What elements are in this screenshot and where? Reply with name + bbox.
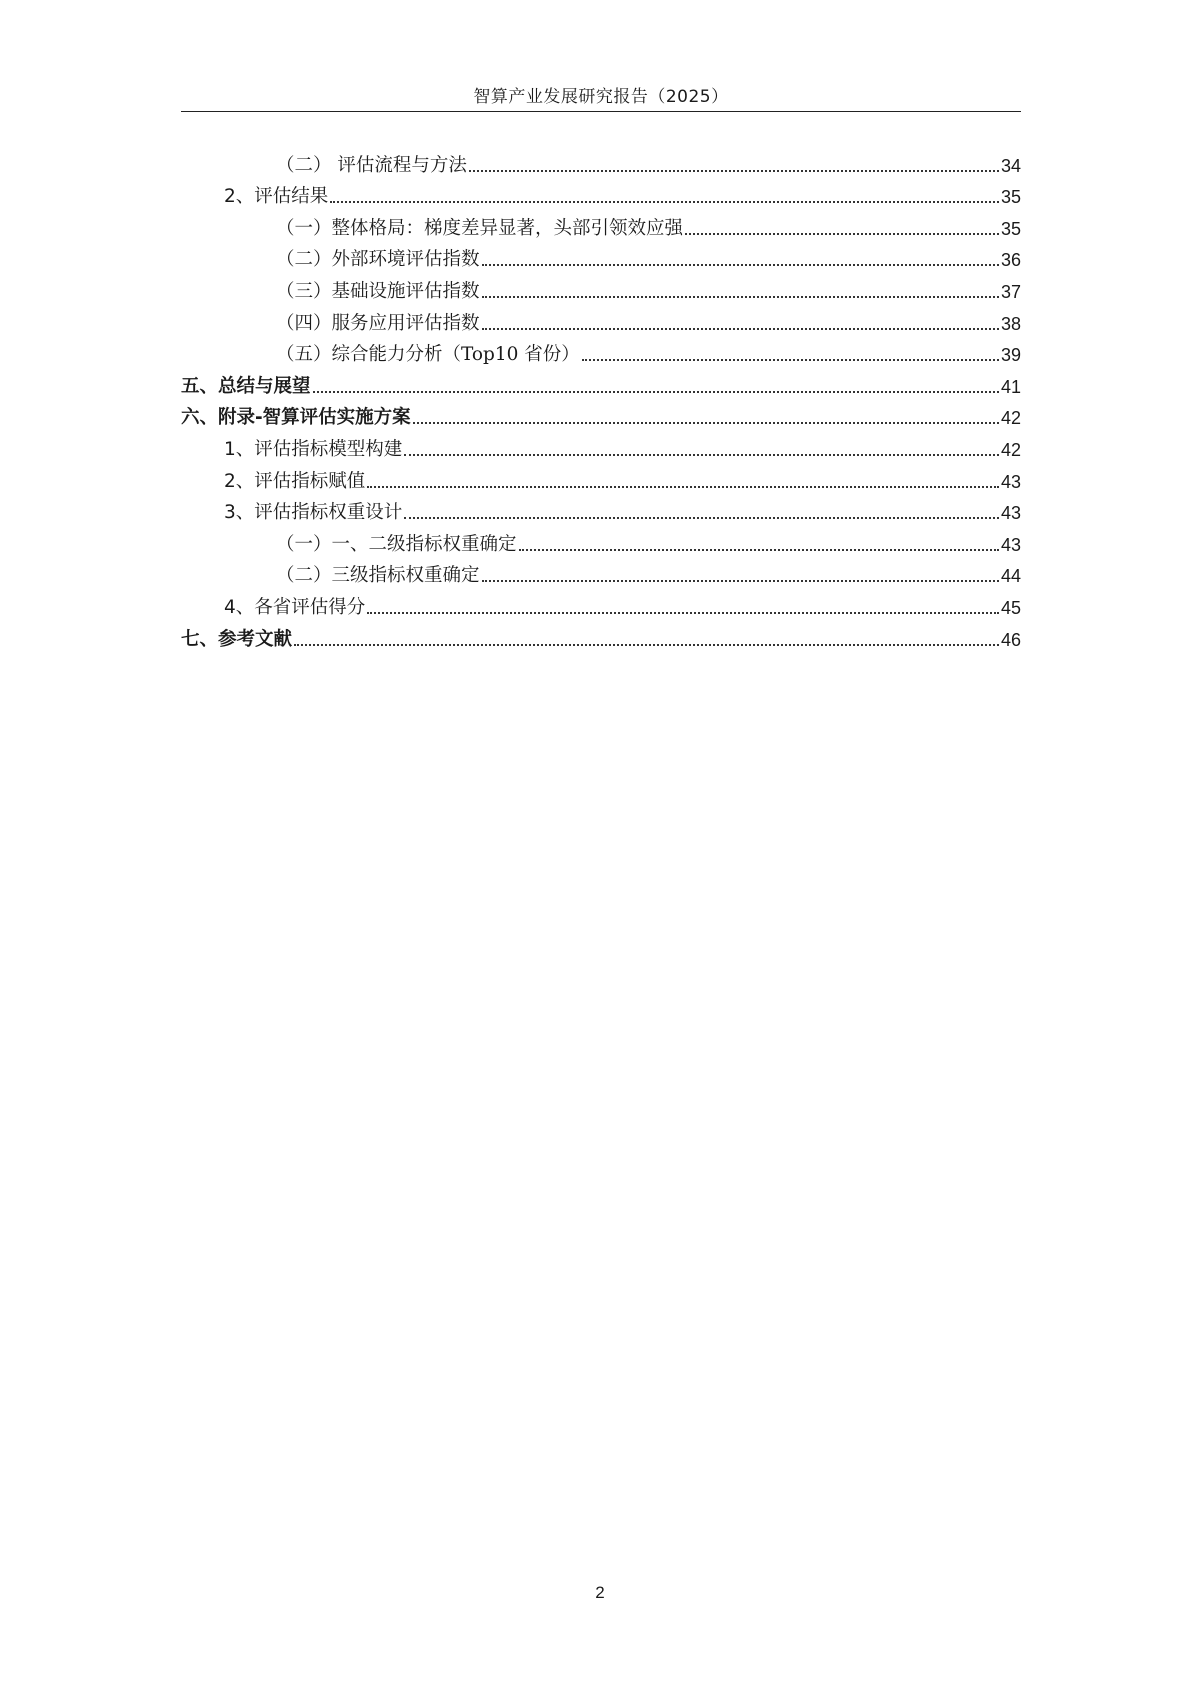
- toc-entry[interactable]: [181, 399, 1021, 431]
- dot-leader: [404, 454, 999, 456]
- dot-leader: [482, 328, 999, 330]
- dot-leader: [413, 422, 999, 424]
- toc-entry[interactable]: [181, 620, 1021, 652]
- toc-entry-label: 2、评估指标赋值: [224, 470, 366, 492]
- toc-entry-label: 七、参考文献: [181, 628, 293, 650]
- dot-leader: [482, 264, 999, 266]
- toc-entry-label: （一）整体格局：梯度差异显著，头部引领效应强: [276, 217, 684, 239]
- toc-entry-label: （二）三级指标权重确定: [276, 565, 480, 587]
- toc-entry-label: （二） 评估流程与方法: [276, 154, 467, 176]
- dot-leader: [482, 580, 999, 582]
- toc-entry[interactable]: [181, 367, 1021, 399]
- toc-entry[interactable]: [181, 241, 1021, 273]
- toc-entry-page: 43: [1000, 534, 1021, 555]
- toc-entry-label: 4、各省评估得分: [224, 596, 366, 618]
- table-of-contents: [181, 146, 1021, 652]
- toc-entry[interactable]: [181, 209, 1021, 241]
- toc-entry-page: 36: [1000, 250, 1021, 271]
- toc-entry[interactable]: [181, 588, 1021, 620]
- toc-entry-label: 3、评估指标权重设计: [224, 502, 403, 524]
- dot-leader: [367, 612, 999, 614]
- toc-entry-label: 五、总结与展望: [181, 375, 311, 397]
- toc-entry-label: （四）服务应用评估指数: [276, 312, 480, 334]
- toc-entry-label: 2、评估结果: [224, 186, 329, 208]
- dot-leader: [330, 201, 999, 203]
- dot-leader: [482, 296, 999, 298]
- toc-entry[interactable]: [181, 304, 1021, 336]
- toc-entry-page: 42: [1000, 439, 1021, 460]
- toc-entry-label: （三）基础设施评估指数: [276, 280, 480, 302]
- toc-entry-page: 41: [1000, 376, 1021, 397]
- toc-entry-page: 35: [1000, 218, 1021, 239]
- toc-entry-label: （一）一、二级指标权重确定: [276, 533, 517, 555]
- toc-entry[interactable]: [181, 430, 1021, 462]
- toc-entry-page: 39: [1000, 345, 1021, 366]
- toc-entry-page: 45: [1000, 597, 1021, 618]
- toc-entry-page: 35: [1000, 187, 1021, 208]
- toc-entry-page: 38: [1000, 313, 1021, 334]
- toc-entry-page: 34: [1000, 155, 1021, 176]
- toc-entry-label: （二）外部环境评估指数: [276, 249, 480, 271]
- dot-leader: [404, 517, 999, 519]
- dot-leader: [469, 170, 999, 172]
- page-number: 2: [595, 1583, 605, 1602]
- toc-entry-label: 六、附录-智算评估实施方案: [181, 407, 411, 429]
- toc-entry-page: 43: [1000, 503, 1021, 524]
- toc-entry[interactable]: [181, 525, 1021, 557]
- dot-leader: [294, 644, 999, 646]
- toc-entry[interactable]: [181, 272, 1021, 304]
- toc-entry[interactable]: [181, 336, 1021, 368]
- toc-entry[interactable]: [181, 494, 1021, 526]
- toc-entry-page: 43: [1000, 471, 1021, 492]
- header-divider: [181, 111, 1021, 112]
- toc-entry-label: 1、评估指标模型构建: [224, 438, 403, 460]
- toc-entry[interactable]: [181, 146, 1021, 178]
- dot-leader: [367, 486, 999, 488]
- toc-entry-label: （五）综合能力分析（Top10 省份）: [276, 344, 580, 366]
- toc-entry-page: 46: [1000, 629, 1021, 650]
- toc-entry[interactable]: [181, 178, 1021, 210]
- dot-leader: [582, 359, 999, 361]
- dot-leader: [685, 233, 999, 235]
- dot-leader: [519, 549, 999, 551]
- toc-entry[interactable]: [181, 557, 1021, 589]
- running-header: 智算产业发展研究报告（2025）: [473, 87, 729, 107]
- toc-entry-page: 42: [1000, 408, 1021, 429]
- toc-entry-page: 44: [1000, 566, 1021, 587]
- toc-entry-page: 37: [1000, 281, 1021, 302]
- dot-leader: [313, 391, 999, 393]
- toc-entry[interactable]: [181, 462, 1021, 494]
